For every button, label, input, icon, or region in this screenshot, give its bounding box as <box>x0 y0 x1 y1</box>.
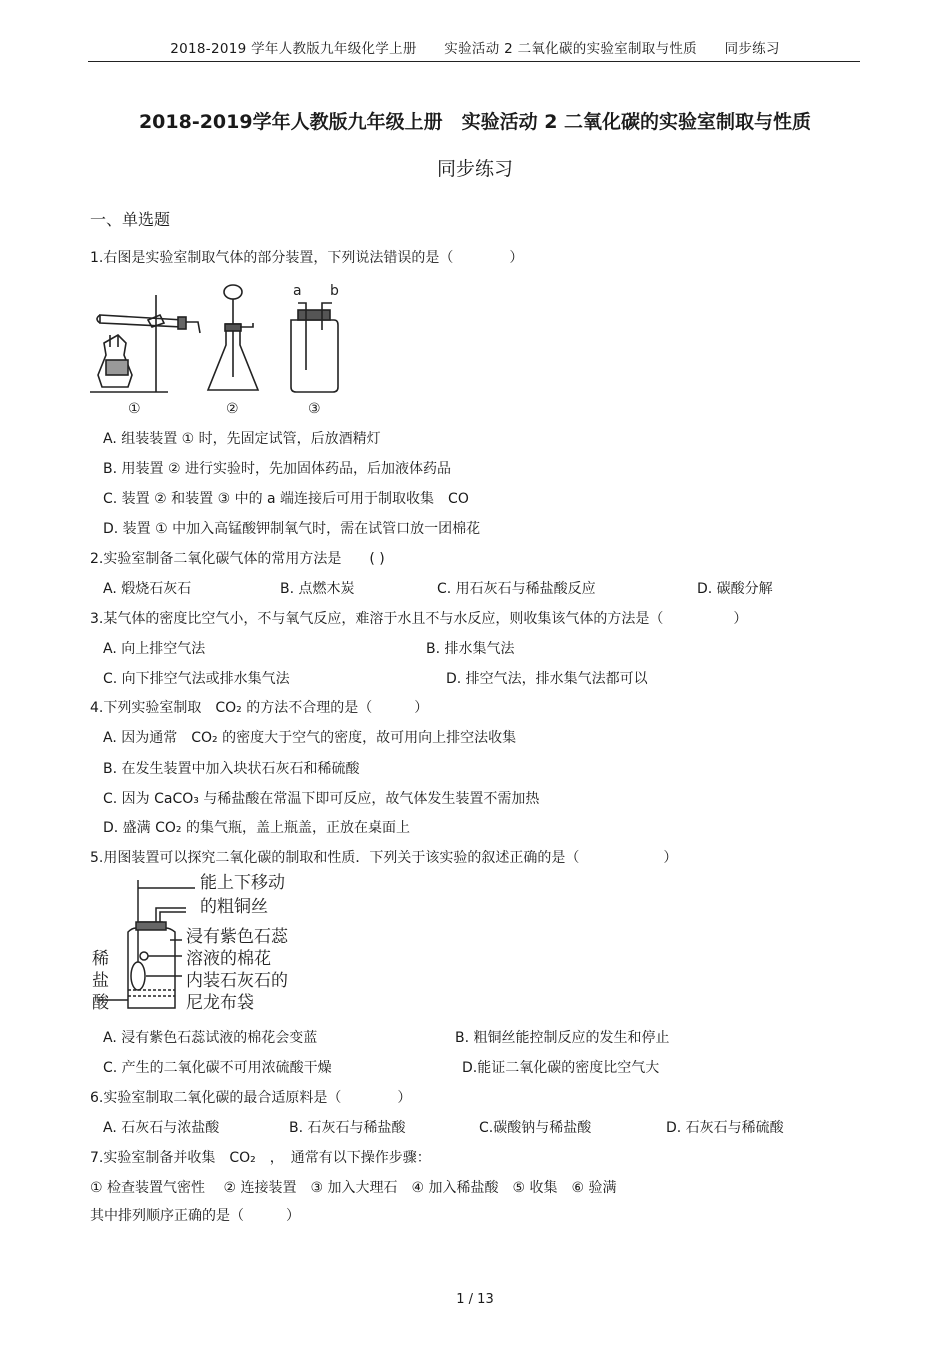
label-a: a <box>293 283 302 299</box>
q5-apparatus-figure <box>90 870 320 1020</box>
q4-option-a: A. 因为通常 CO₂ 的密度大于空气的密度，故可用向上排空法收集 <box>103 730 517 746</box>
label-bag-2: 尼龙布袋 <box>186 993 254 1013</box>
label-acid-3: 酸 <box>92 993 109 1013</box>
question-7-steps: ① 检查装置气密性 ② 连接装置 ③ 加入大理石 ④ 加入稀盐酸 ⑤ 收集 ⑥ 验满 <box>90 1180 617 1196</box>
q1-option-a: A. 组装装置 ① 时，先固定试管，后放酒精灯 <box>103 431 381 447</box>
label-wire-2: 的粗铜丝 <box>200 897 268 917</box>
q2-option-a: A. 煅烧石灰石 <box>103 581 192 597</box>
running-header: 2018-2019 学年人教版九年级化学上册 实验活动 2 二氧化碳的实验室制取与性质 同步练习 <box>170 41 780 57</box>
q4-option-d: D. 盛满 CO₂ 的集气瓶，盖上瓶盖，正放在桌面上 <box>103 820 410 836</box>
label-cotton-2: 溶液的棉花 <box>186 949 271 969</box>
q6-option-a: A. 石灰石与浓盐酸 <box>103 1120 220 1136</box>
q6-option-b: B. 石灰石与稀盐酸 <box>289 1120 406 1136</box>
question-1-stem: 1.右图是实验室制取气体的部分装置，下列说法错误的是（ ） <box>90 250 524 266</box>
label-wire-1: 能上下移动 <box>200 873 285 893</box>
question-7-stem: 7.实验室制备并收集 CO₂ ， 通常有以下操作步骤： <box>90 1150 431 1166</box>
q2-option-c: C. 用石灰石与稀盐酸反应 <box>437 581 596 597</box>
section-heading: 一、单选题 <box>90 210 171 229</box>
doc-title: 2018-2019学年人教版九年级上册 实验活动 2 二氧化碳的实验室制取与性质 <box>138 111 812 133</box>
q6-option-c: C.碳酸钠与稀盐酸 <box>479 1120 592 1136</box>
q5-option-a: A. 浸有紫色石蕊试液的棉花会变蓝 <box>103 1030 318 1046</box>
question-7-tail: 其中排列顺序正确的是（ ） <box>90 1208 300 1224</box>
label-cotton-1: 浸有紫色石蕊 <box>186 927 288 947</box>
q1-option-c: C. 装置 ② 和装置 ③ 中的 a 端连接后可用于制取收集 CO <box>103 491 469 507</box>
label-bag-1: 内装石灰石的 <box>186 971 288 991</box>
q2-option-b: B. 点燃木炭 <box>280 581 355 597</box>
q5-option-b: B. 粗铜丝能控制反应的发生和停止 <box>455 1030 670 1046</box>
label-apparatus-1: ① <box>128 401 141 417</box>
question-2-stem: 2.实验室制备二氧化碳气体的常用方法是 ( ) <box>90 551 385 567</box>
label-acid-1: 稀 <box>92 949 109 969</box>
header-rule <box>88 61 860 62</box>
label-apparatus-3: ③ <box>308 401 321 417</box>
q4-option-b: B. 在发生装置中加入块状石灰石和稀硫酸 <box>103 761 360 777</box>
q1-apparatus-figure <box>88 275 368 420</box>
q6-option-d: D. 石灰石与稀硫酸 <box>666 1120 784 1136</box>
q1-option-b: B. 用装置 ② 进行实验时，先加固体药品，后加液体药品 <box>103 461 451 477</box>
question-6-stem: 6.实验室制取二氧化碳的最合适原料是（ ） <box>90 1090 412 1106</box>
q1-option-d: D. 装置 ① 中加入高锰酸钾制氧气时，需在试管口放一团棉花 <box>103 521 481 537</box>
q3-option-a: A. 向上排空气法 <box>103 641 206 657</box>
question-4-stem: 4.下列实验室制取 CO₂ 的方法不合理的是（ ） <box>90 700 429 716</box>
page-number: 1 / 13 <box>456 1292 494 1307</box>
question-3-stem: 3.某气体的密度比空气小，不与氧气反应，难溶于水且不与水反应，则收集该气体的方法是（ ） <box>90 611 748 627</box>
q3-option-c: C. 向下排空气法或排水集气法 <box>103 671 290 687</box>
label-apparatus-2: ② <box>226 401 239 417</box>
doc-subtitle: 同步练习 <box>436 158 513 180</box>
question-5-stem: 5.用图装置可以探究二氧化碳的制取和性质．下列关于该实验的叙述正确的是（ ） <box>90 850 678 866</box>
q3-option-d: D. 排空气法，排水集气法都可以 <box>446 671 648 687</box>
q5-option-c: C. 产生的二氧化碳不可用浓硫酸干燥 <box>103 1060 332 1076</box>
label-acid-2: 盐 <box>92 971 109 991</box>
q4-option-c: C. 因为 CaCO₃ 与稀盐酸在常温下即可反应，故气体发生装置不需加热 <box>103 791 540 807</box>
q3-option-b: B. 排水集气法 <box>426 641 515 657</box>
q5-option-d: D.能证二氧化碳的密度比空气大 <box>462 1060 660 1076</box>
q2-option-d: D. 碳酸分解 <box>697 581 773 597</box>
label-b: b <box>330 283 339 299</box>
